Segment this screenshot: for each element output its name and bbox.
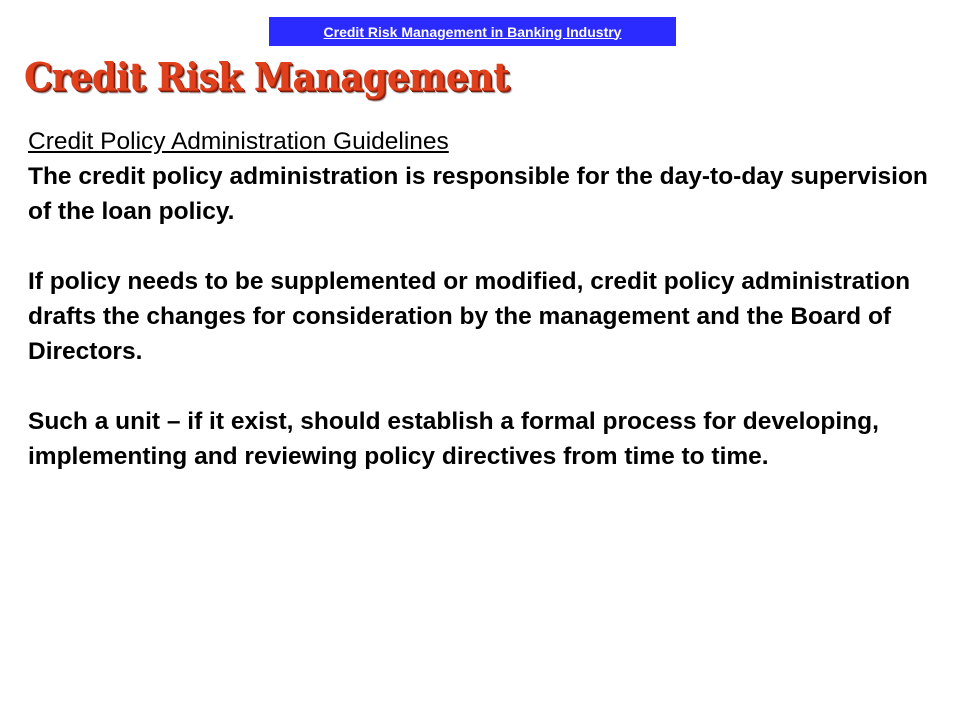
paragraph-gap (28, 369, 928, 404)
paragraph-2: If policy needs to be supplemented or modified, credit policy administration drafts the changes for consideration by the management and the Board of Directors. (28, 268, 911, 365)
slide-body (28, 124, 928, 474)
header-banner (269, 17, 676, 46)
paragraph-gap (28, 229, 928, 264)
paragraph-1: The credit policy administration is responsible for the day-to-day supervision of the loan policy. (28, 163, 928, 225)
section-heading: Credit Policy Administration Guidelines (28, 128, 449, 155)
banner-text: Credit Risk Management in Banking Industry (323, 23, 622, 40)
paragraph-3: Such a unit – if it exist, should establish a formal process for developing, implementing and reviewing policy directives from time to time. (28, 408, 879, 470)
slide-title: Credit Risk Management (24, 54, 509, 99)
